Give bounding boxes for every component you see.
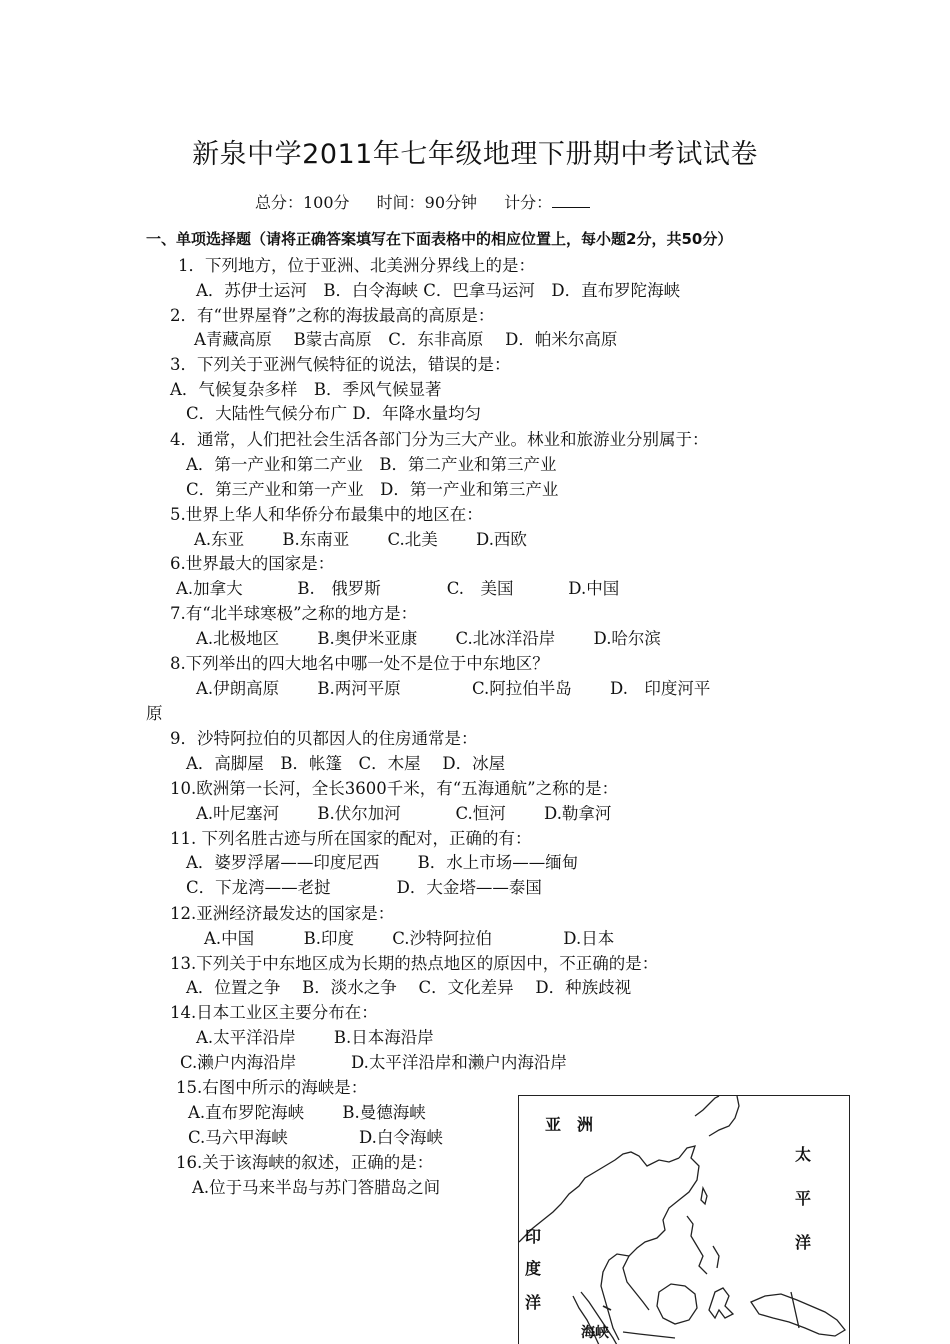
- question-line: 原: [146, 704, 163, 723]
- score-blank[interactable]: [552, 207, 590, 208]
- question-line: 7.有“北半球寒极”之称的地方是：: [170, 604, 418, 623]
- question-line: A.东亚 B.东南亚 C.北美 D.西欧: [194, 530, 527, 549]
- question-line: 13.下列关于中东地区成为长期的热点地区的原因中，不正确的是：: [170, 954, 659, 973]
- map-label-strait: 海峡: [581, 1325, 609, 1341]
- score-label: 计分：: [504, 193, 553, 212]
- total-score: 总分：100分: [255, 193, 350, 212]
- question-line: 15.右图中所示的海峡是：: [176, 1078, 368, 1097]
- question-line: C.马六甲海峡 D.白令海峡: [188, 1128, 443, 1147]
- question-line: 9．沙特阿拉伯的贝都因人的住房通常是：: [170, 729, 478, 748]
- exam-meta: [255, 190, 590, 213]
- question-line: A.北极地区 B.奥伊米亚康 C.北冰洋沿岸 D.哈尔滨: [196, 629, 661, 648]
- question-line: 10.欧洲第一长河，全长3600千米，有“五海通航”之称的是：: [170, 779, 619, 798]
- page-title: 新泉中学2011年七年级地理下册期中考试试卷: [192, 139, 758, 170]
- question-line: C.濑户内海沿岸 D.太平洋沿岸和濑户内海沿岸: [180, 1053, 567, 1072]
- map-label-pacific-3: 洋: [795, 1233, 812, 1252]
- question-line: 3．下列关于亚洲气候特征的说法，错误的是：: [170, 355, 511, 374]
- question-line: 14.日本工业区主要分布在：: [170, 1003, 378, 1022]
- question-line: 8.下列举出的四大地名中哪一处不是位于中东地区？: [170, 654, 549, 673]
- question-line: C．大陆性气候分布广 D．年降水量均匀: [186, 404, 482, 423]
- question-line: A．婆罗浮屠——印度尼西 B．水上市场——缅甸: [186, 853, 579, 872]
- question-line: A.叶尼塞河 B.伏尔加河 C.恒河 D.勒拿河: [196, 804, 612, 823]
- map-label-pacific-1: 太: [795, 1145, 812, 1164]
- question-line: A．苏伊士运河 B．白令海峡 C．巴拿马运河 D．直布罗陀海峡: [196, 281, 681, 300]
- question-line: C．下龙湾——老挝 D．大金塔——泰国: [186, 878, 542, 897]
- question-line: A.位于马来半岛与苏门答腊岛之间: [192, 1178, 441, 1197]
- question-line: A.直布罗陀海峡 B.曼德海峡: [188, 1103, 426, 1122]
- question-line: 16.关于该海峡的叙述，正确的是：: [176, 1153, 434, 1172]
- question-line: 2．有“世界屋脊”之称的海拔最高的高原是：: [170, 306, 495, 325]
- question-line: 11. 下列名胜古迹与所在国家的配对，正确的有：: [170, 829, 532, 848]
- question-line: A.中国 B.印度 C.沙特阿拉伯 D.日本: [204, 929, 615, 948]
- question-line: A．位置之争 B．淡水之争 C．文化差异 D．种族歧视: [186, 978, 632, 997]
- question-line: 4．通常，人们把社会生活各部门分为三大产业。林业和旅游业分别属于：: [170, 430, 709, 449]
- question-line: A青藏高原 B蒙古高原 C．东非高原 D．帕米尔高原: [194, 330, 618, 349]
- question-line: 5.世界上华人和华侨分布最集中的地区在：: [170, 505, 483, 524]
- question-line: 12.亚洲经济最发达的国家是：: [170, 904, 395, 923]
- time-limit: 时间：90分钟: [376, 193, 478, 212]
- map-label-asia: 亚 洲: [545, 1115, 594, 1134]
- question-line: C．第三产业和第一产业 D．第一产业和第三产业: [186, 480, 559, 499]
- question-line: A．高脚屋 B．帐篷 C．木屋 D．冰屋: [186, 754, 506, 773]
- question-line: A．气候复杂多样 B．季风气候显著: [170, 380, 442, 399]
- strait-map: [518, 1095, 850, 1344]
- question-line: A.伊朗高原 B.两河平原 C.阿拉伯半岛 D. 印度河平: [196, 679, 711, 698]
- map-label-indian-1: 印: [525, 1227, 542, 1246]
- question-line: A.加拿大 B. 俄罗斯 C. 美国 D.中国: [176, 579, 620, 598]
- map-label-pacific-2: 平: [795, 1189, 812, 1208]
- map-label-indian-3: 洋: [525, 1293, 542, 1312]
- question-line: 1．下列地方，位于亚洲、北美洲分界线上的是：: [178, 256, 535, 275]
- question-line: A．第一产业和第二产业 B．第二产业和第三产业: [186, 455, 557, 474]
- question-line: 6.世界最大的国家是：: [170, 554, 335, 573]
- map-label-indian-2: 度: [525, 1259, 542, 1278]
- question-line: A.太平洋沿岸 B.日本海沿岸: [196, 1028, 434, 1047]
- section-title: 一、单项选择题（请将正确答案填写在下面表格中的相应位置上，每小题2分，共50分）: [146, 230, 733, 248]
